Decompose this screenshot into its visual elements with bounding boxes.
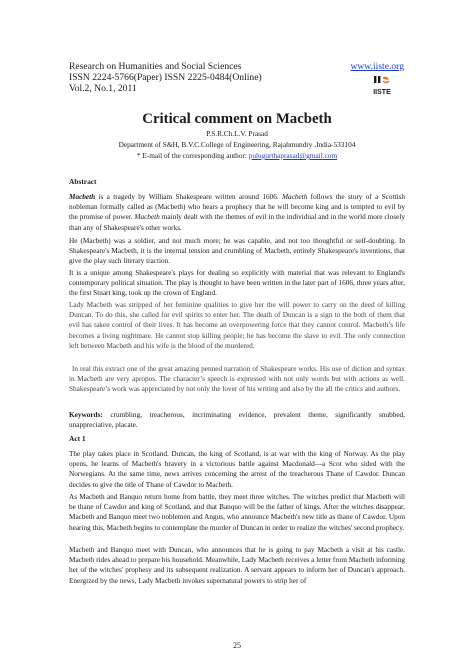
journal-url-link[interactable]: www.iiste.org: [350, 61, 404, 72]
email-label: * E-mail of the corresponding author:: [136, 151, 247, 160]
email-link[interactable]: pulugurthaprasad@gmail.com: [248, 151, 338, 160]
paper-title: Critical comment on Macbeth: [142, 111, 332, 127]
abstract-paragraph-2: He (Macbeth) was a soldier, and not much more; he was capable, and not too thoughtful or self-doubting. In Shakespeare's Macbeth, it is the internal tension and crumbling of Macbeth, entirely Shakespeare's inventions, that give the play such literary traction.: [69, 237, 405, 266]
author-name: P.S.R.Ch.L.V. Prasad: [206, 129, 268, 138]
keywords-paragraph: [69, 410, 405, 430]
affiliation: Department of S&H, B.V.C.College of Engineering, Rajahmundry ,India-533104: [118, 140, 356, 149]
act1-paragraph-3: Macbeth and Banquo meet with Duncan, who announces that he is going to pay Macbeth a visit at his castle. Macbeth rides ahead to prepare his household. Meanwhile, Lady Macbeth receives a letter from Macbeth informing her of the witches' prophesy and its subsequent realization. A servant appears to inform her of Duncan's approach. Energized by the news, Lady Macbeth invokes supernatural powers to strip her of: [69, 546, 405, 585]
volume-line: Vol.2, No.1, 2011: [69, 83, 137, 94]
italic-term: Macbeth: [281, 193, 308, 201]
text-run: mainly dealt with the themes of evil in the individual and in the world more closely than any of Shakespeare's other works.: [69, 213, 405, 232]
abstract-heading: Abstract: [69, 177, 97, 186]
iiste-logo-icon: [372, 75, 392, 98]
act1-paragraph-1: The play takes place in Scotland. Duncan, the king of Scotland, is at war with the king of Norway. As the play opens, he learns of Macbeth's bravery in a victorious battle against Macdonald—a Scot who sided with the Norwegians. At the same time, news arrives concerning the arrest of the treacherous Thane of Cawdor. Duncan decides to give the title of Thane of Cawdor to Macbeth.: [69, 450, 405, 489]
page-number: 25: [233, 641, 241, 650]
keywords-text: crumbling, treacherous, incriminating evidence, prevalent theme, significantly snubbed, unappreciative, placate.: [69, 411, 405, 430]
journal-name: Research on Humanities and Social Sciences: [69, 61, 242, 72]
act1-paragraph-2: As Macbeth and Banquo return home from battle, they meet three witches. The witches predict that Macbeth will be thane of Cawdor and king of Scotland, and that Banquo will be the father of kings. After the witches disappear, Macbeth and Banquo meet two noblemen and Angus, who announce Macbeth's new title as thane of Cawdor. Upon hearing this, Macbeth begins to contemplate the murder of Duncan in order to realize the witches' second prophecy.: [69, 493, 405, 532]
issn-line: ISSN 2224-5766(Paper) ISSN 2225-0484(Online): [69, 72, 262, 83]
text-run: follows the story of a Scottish nobleman formally called as (Macbeth) who hears a prophecy that he will become king and is tempted to evil by the promise of power.: [69, 193, 406, 222]
italic-term: Macbeth: [134, 213, 160, 222]
text-run: is a tragedy by William Shakespeare written around 1606.: [95, 193, 282, 201]
abstract-paragraph-3: It is a unique among Shakespeare's plays for dealing so explicitly with material that was relevant to England's contemporary political situation. The play is thought to have been written in the later part of 1606, three years after, the first Stuart king, took up the crown of England.: [69, 269, 405, 298]
abstract-paragraph-5: In real this extract one of the great amazing penned narration of Shakespeare works. His use of diction and syntax in Macbeth are very apropos. The character’s speech is expressed with not only words but with actions as well. Shakespeare’s work was appreciated by not only the lover of his writing and also by the all the critics and authors.: [69, 365, 405, 394]
italic-term: Macbeth: [69, 193, 96, 201]
email-line: [0, 151, 474, 160]
abstract-paragraph-1: [69, 192, 405, 233]
logo-text: IISTE: [373, 89, 391, 96]
abstract-paragraph-4: Lady Macbeth was stripped of her feminine qualities to give her the will power to carry on the deed of killing Duncan. To do this, she called for evil spirits to enter her. The death of Duncan is a sign to the both of them that evil has taken control of their lives. It has become an overpowering force that they cannot control. Macbeth’s life becomes a living nightmare. He cannot stop killing people; he has become the slave to evil. The only connection left between Macbeth and his wife is the blood of the murdered.: [69, 301, 405, 350]
keywords-label: Keywords:: [69, 411, 103, 419]
act1-heading: Act 1: [69, 434, 86, 443]
